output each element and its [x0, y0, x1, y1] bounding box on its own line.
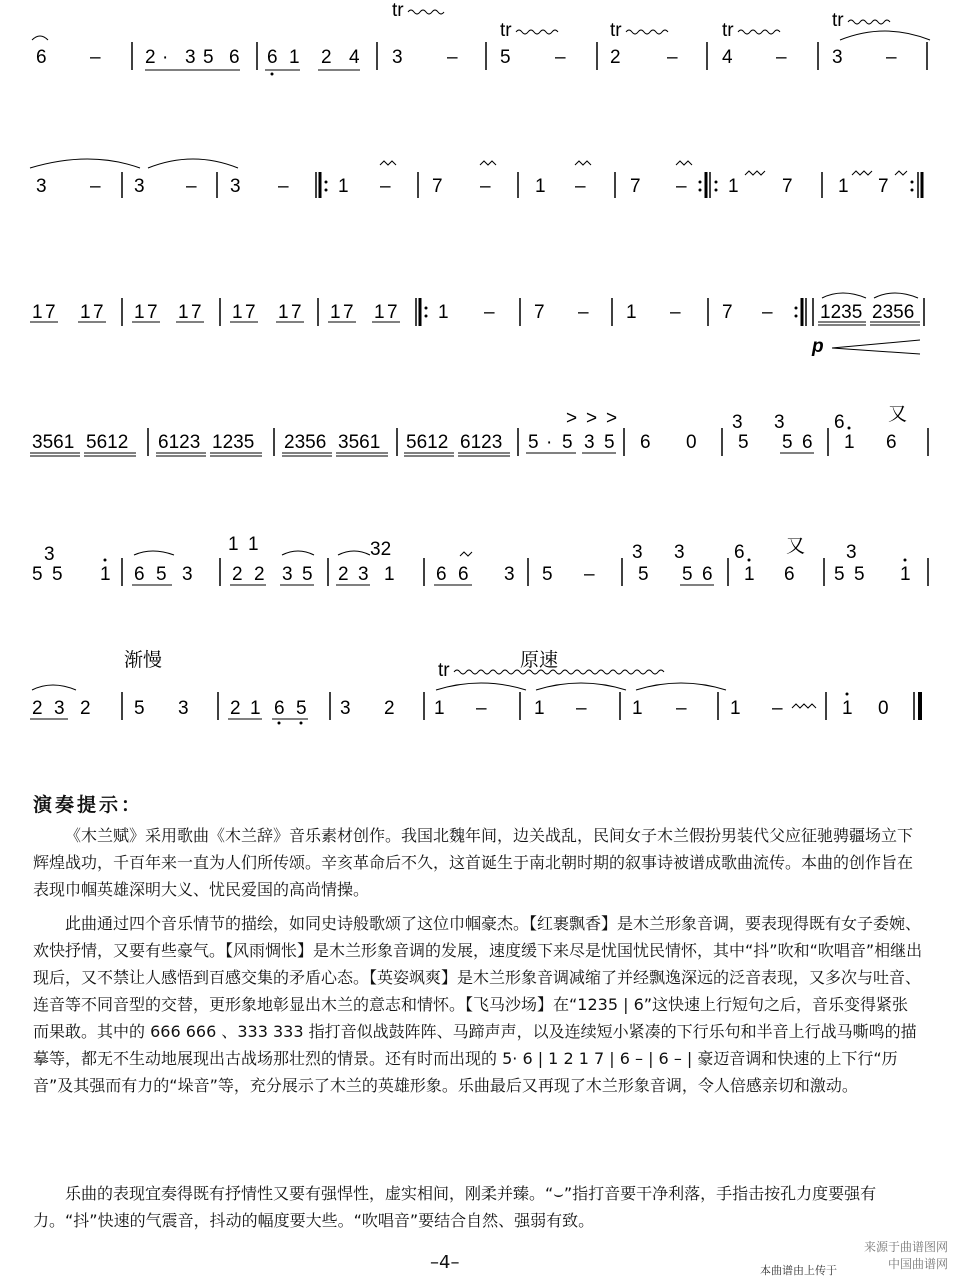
- svg-text:渐慢: 渐慢: [124, 650, 163, 671]
- svg-text:–: –: [575, 176, 586, 197]
- svg-text:–: –: [772, 698, 783, 719]
- svg-text:–: –: [676, 176, 687, 197]
- svg-text:1: 1: [438, 302, 449, 323]
- svg-text:1: 1: [534, 698, 545, 719]
- svg-text:7: 7: [878, 176, 889, 197]
- svg-text:6123: 6123: [158, 432, 201, 453]
- svg-text:–: –: [484, 302, 495, 323]
- svg-text:3: 3: [632, 542, 643, 563]
- svg-text:3: 3: [732, 412, 743, 433]
- svg-text:4: 4: [349, 47, 360, 68]
- svg-text:1: 1: [728, 176, 739, 197]
- svg-text:2: 2: [610, 47, 621, 68]
- svg-text:5: 5: [302, 564, 313, 585]
- svg-text:1235: 1235: [212, 432, 255, 453]
- svg-text:3: 3: [230, 176, 241, 197]
- svg-text:1: 1: [842, 698, 853, 719]
- svg-text:–: –: [667, 47, 678, 68]
- svg-text:6: 6: [834, 412, 845, 433]
- svg-text:2: 2: [384, 698, 395, 719]
- svg-text:7: 7: [534, 302, 545, 323]
- svg-text:–: –: [578, 302, 589, 323]
- svg-text:1: 1: [330, 302, 341, 323]
- watermark: [864, 1238, 948, 1272]
- svg-text:–: –: [480, 176, 491, 197]
- paragraph-3: 乐曲的表现宜奏得既有抒情性又要有强悍性，虚实相间，刚柔并臻。“⌣”指打音要干净利落，手指击按孔力度要强有力。“抖”快速的气震音，抖动的幅度要大些。“吹唱音”要结合自然、强弱有致。: [33, 1184, 877, 1230]
- svg-text:7: 7: [387, 302, 398, 323]
- svg-text:3: 3: [392, 47, 403, 68]
- svg-text:3: 3: [36, 176, 47, 197]
- svg-text:6: 6: [274, 698, 285, 719]
- svg-text:7: 7: [722, 302, 733, 323]
- svg-text:3: 3: [282, 564, 293, 585]
- svg-text:1: 1: [134, 302, 145, 323]
- svg-text:3: 3: [340, 698, 351, 719]
- svg-text:7: 7: [782, 176, 793, 197]
- svg-text:原速: 原速: [520, 650, 559, 671]
- svg-text:–: –: [186, 176, 197, 197]
- svg-text:1235: 1235: [820, 302, 863, 323]
- svg-text:5612: 5612: [86, 432, 129, 453]
- svg-text:1: 1: [434, 698, 445, 719]
- svg-text:–: –: [90, 47, 101, 68]
- paragraph-2: 此曲通过四个音乐情节的描绘，如同史诗般歌颂了这位巾帼豪杰。【红裹飘香】是木兰形象音调，要表现得既有女子委婉、欢快抒情，又要有些豪气。【风雨惆怅】是木兰形象音调的发展，速度缓下来尽是忧国忧民情怀，其中“抖”吹和“吹唱音”相继出现后，又不禁让人感悟到百感交集的矛盾心态。【英姿飒爽】是木兰形象音调减缩了并经飘逸深远的泛音表现，又多次与吐音、连音等不同音型的交替，更形象地彰显出木兰的意志和情怀。【飞马沙场】在“1235 | 6”这快速上行短句之后，音乐变得紧张而果敢。其中的 666 666 、333 333 指打音似战鼓阵阵、马蹄声声，以及连续短小紧凑的下行乐句和半音上行战马嘶鸣的描摹等，都无不生动地展现出古战场那壮烈的情景。还有时而出现的 5· 6 | 1 2 1 7 | 6 – | 6 – | 豪迈音调和快速的上下行“历音”及其强而有力的“垛音”等，充分展示了木兰的英雄形象。乐曲最后又再现了木兰形象音调，令人倍感亲切和激动。: [33, 914, 923, 1095]
- svg-text:1: 1: [338, 176, 349, 197]
- svg-text:又: 又: [786, 536, 806, 557]
- svg-text:1: 1: [32, 302, 43, 323]
- svg-text:tr: tr: [438, 660, 450, 681]
- svg-text:1: 1: [248, 534, 259, 555]
- svg-text:2356: 2356: [872, 302, 915, 323]
- performance-notes-heading: 演奏提示：: [33, 794, 144, 816]
- svg-text:–: –: [762, 302, 773, 323]
- svg-text:–: –: [447, 47, 458, 68]
- svg-text:6: 6: [36, 47, 47, 68]
- svg-text:1: 1: [730, 698, 741, 719]
- svg-text:tr: tr: [722, 20, 734, 41]
- svg-text:6: 6: [436, 564, 447, 585]
- svg-text:5: 5: [500, 47, 511, 68]
- svg-text:又: 又: [888, 404, 908, 425]
- score-row-2: [30, 159, 922, 198]
- svg-text:tr: tr: [610, 20, 622, 41]
- svg-text:3: 3: [584, 432, 595, 453]
- svg-text:1: 1: [178, 302, 189, 323]
- svg-text:3: 3: [774, 412, 785, 433]
- svg-text:–: –: [584, 564, 595, 585]
- svg-text:5: 5: [52, 564, 63, 585]
- svg-text:4: 4: [722, 47, 733, 68]
- svg-text:5: 5: [638, 564, 649, 585]
- svg-text:1: 1: [228, 534, 239, 555]
- svg-text:5612: 5612: [406, 432, 449, 453]
- svg-text:6: 6: [640, 432, 651, 453]
- footer-text: 本曲谱由上传于: [760, 1264, 837, 1277]
- svg-text:0: 0: [686, 432, 697, 453]
- svg-text:2: 2: [254, 564, 265, 585]
- svg-text:6: 6: [802, 432, 813, 453]
- svg-text:2: 2: [321, 47, 332, 68]
- svg-text:3561: 3561: [32, 432, 75, 453]
- svg-text:2: 2: [232, 564, 243, 585]
- svg-text:5: 5: [682, 564, 693, 585]
- svg-text:1: 1: [80, 302, 91, 323]
- svg-text:5: 5: [542, 564, 553, 585]
- watermark-line-2: 中国曲谱网: [887, 1257, 948, 1271]
- score-row-5: [32, 534, 928, 586]
- svg-text:2: 2: [80, 698, 91, 719]
- svg-text:6: 6: [229, 47, 240, 68]
- svg-text:1: 1: [535, 176, 546, 197]
- svg-text:–: –: [476, 698, 487, 719]
- svg-text:1: 1: [744, 564, 755, 585]
- svg-text:6: 6: [134, 564, 145, 585]
- svg-text:1: 1: [100, 564, 111, 585]
- svg-text:1: 1: [844, 432, 855, 453]
- svg-text:7: 7: [343, 302, 354, 323]
- svg-text:1: 1: [232, 302, 243, 323]
- svg-text:1: 1: [384, 564, 395, 585]
- svg-text:6: 6: [784, 564, 795, 585]
- svg-text:2: 2: [32, 698, 43, 719]
- svg-text:tr: tr: [832, 10, 844, 31]
- svg-text:7: 7: [93, 302, 104, 323]
- svg-text:6: 6: [267, 47, 278, 68]
- svg-text:tr: tr: [500, 20, 512, 41]
- svg-text:7: 7: [291, 302, 302, 323]
- svg-text:1: 1: [626, 302, 637, 323]
- svg-text:2: 2: [145, 47, 156, 68]
- svg-text:7: 7: [191, 302, 202, 323]
- svg-text:7: 7: [630, 176, 641, 197]
- svg-text:–: –: [576, 698, 587, 719]
- svg-text:3: 3: [504, 564, 515, 585]
- svg-text:0: 0: [878, 698, 889, 719]
- svg-text:5: 5: [834, 564, 845, 585]
- svg-text:5: 5: [562, 432, 573, 453]
- svg-text:–: –: [776, 47, 787, 68]
- svg-text:1: 1: [838, 176, 849, 197]
- svg-text:5: 5: [528, 432, 539, 453]
- svg-text:2: 2: [338, 564, 349, 585]
- svg-text:5: 5: [156, 564, 167, 585]
- svg-text:6123: 6123: [460, 432, 503, 453]
- svg-text:–: –: [670, 302, 681, 323]
- svg-text:>: >: [606, 408, 618, 429]
- svg-text:3: 3: [185, 47, 196, 68]
- score-row-3: [30, 293, 924, 357]
- svg-text:1: 1: [900, 564, 911, 585]
- svg-text:6: 6: [886, 432, 897, 453]
- svg-text:2: 2: [230, 698, 241, 719]
- svg-text:–: –: [90, 176, 101, 197]
- svg-text:6: 6: [458, 564, 469, 585]
- svg-text:5: 5: [738, 432, 749, 453]
- svg-text:–: –: [676, 698, 687, 719]
- watermark-line-1: 来源于曲谱图网: [863, 1240, 948, 1254]
- svg-text:5: 5: [32, 564, 43, 585]
- svg-text:7: 7: [432, 176, 443, 197]
- svg-text:3: 3: [832, 47, 843, 68]
- score-row-1: [32, 0, 930, 76]
- svg-text:3: 3: [674, 542, 685, 563]
- svg-text:3: 3: [182, 564, 193, 585]
- svg-text:tr: tr: [392, 0, 404, 21]
- svg-text:5: 5: [296, 698, 307, 719]
- svg-text:–: –: [555, 47, 566, 68]
- svg-text:7: 7: [245, 302, 256, 323]
- svg-text:·: ·: [162, 47, 169, 68]
- page-number: –4–: [430, 1252, 460, 1273]
- svg-text:·: ·: [546, 432, 553, 453]
- svg-text:5: 5: [854, 564, 865, 585]
- svg-text:1: 1: [289, 47, 300, 68]
- svg-text:32: 32: [370, 539, 392, 560]
- svg-text:5: 5: [203, 47, 214, 68]
- svg-text:3: 3: [846, 542, 857, 563]
- svg-text:5: 5: [134, 698, 145, 719]
- svg-text:p: p: [812, 336, 824, 357]
- score-row-4: [30, 404, 928, 456]
- svg-text:3: 3: [178, 698, 189, 719]
- svg-text:3: 3: [54, 698, 65, 719]
- svg-text:6: 6: [702, 564, 713, 585]
- svg-text:5: 5: [604, 432, 615, 453]
- svg-text:1: 1: [250, 698, 261, 719]
- svg-text:>: >: [586, 408, 598, 429]
- svg-text:1: 1: [632, 698, 643, 719]
- svg-text:3: 3: [358, 564, 369, 585]
- svg-text:3: 3: [44, 544, 55, 565]
- score-row-6: [30, 649, 920, 725]
- svg-text:–: –: [380, 176, 391, 197]
- svg-text:–: –: [278, 176, 289, 197]
- svg-text:1: 1: [374, 302, 385, 323]
- svg-text:6: 6: [734, 542, 745, 563]
- svg-text:1: 1: [278, 302, 289, 323]
- svg-text:3: 3: [134, 176, 145, 197]
- svg-text:>: >: [566, 408, 578, 429]
- svg-text:7: 7: [45, 302, 56, 323]
- svg-text:7: 7: [147, 302, 158, 323]
- svg-text:5: 5: [782, 432, 793, 453]
- svg-text:–: –: [886, 47, 897, 68]
- svg-text:3561: 3561: [338, 432, 381, 453]
- paragraph-1: 《木兰赋》采用歌曲《木兰辞》音乐素材创作。我国北魏年间，边关战乱，民间女子木兰假扮男装代父应征驰骋疆场立下辉煌战功，千百年来一直为人们所传颂。辛亥革命后不久，这首诞生于南北朝时期的叙事诗被谱成歌曲流传。本曲的创作旨在表现巾帼英雄深明大义、忧民爱国的高尚情操。: [33, 826, 914, 899]
- svg-text:2356: 2356: [284, 432, 327, 453]
